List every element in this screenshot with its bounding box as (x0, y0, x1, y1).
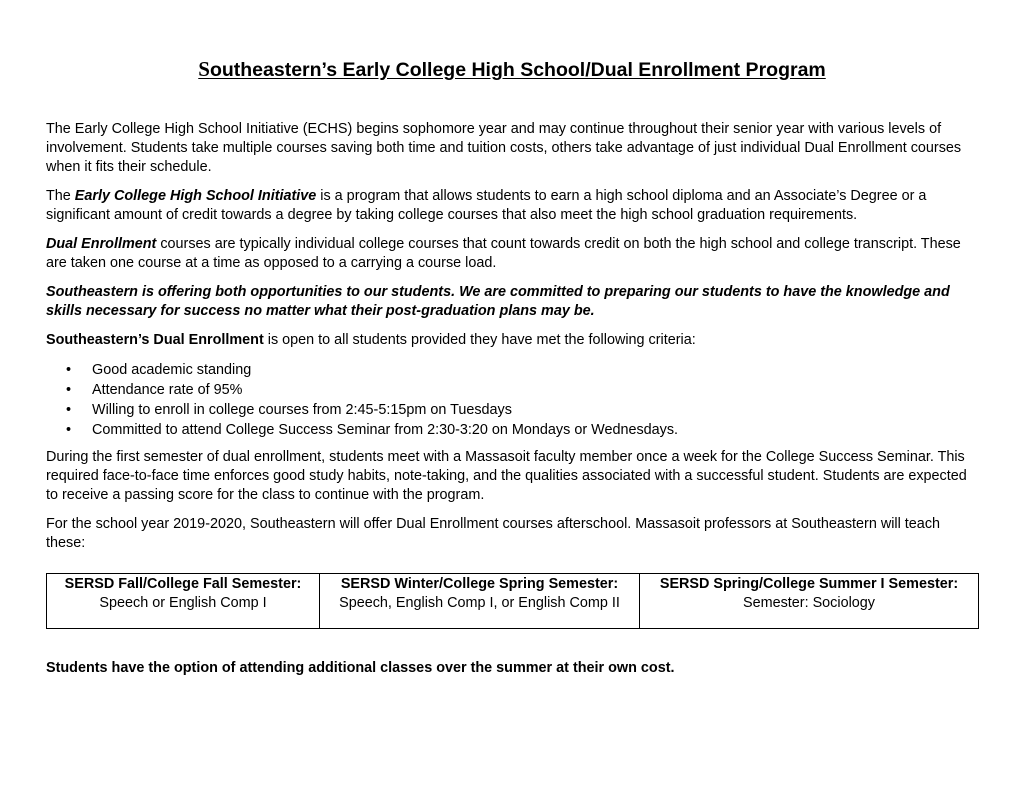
closing-note: Students have the option of attending additional classes over the summer at their own cost. (46, 660, 675, 676)
schedule-courses: Speech or English Comp I (99, 595, 267, 611)
criteria-intro-paragraph (46, 331, 978, 350)
criteria-item: • Good academic standing (92, 360, 978, 380)
criteria-intro-emphasis: Southeastern’s Dual Enrollment (46, 332, 264, 348)
dual-enrollment-rest: courses are typically individual college courses that count towards credit on both the high school and college transcript. These are taken one course at a time as opposed to a carrying a course load. (46, 236, 961, 271)
schedule-cell-spring (640, 574, 979, 629)
schedule-courses: Speech, English Comp I, or English Comp II (339, 595, 620, 611)
schedule-table (46, 573, 979, 629)
table-row (47, 574, 979, 629)
echs-emphasis: Early College High School Initiative (74, 188, 317, 204)
echs-paragraph (46, 187, 978, 225)
schedule-courses: Semester: Sociology (743, 595, 875, 611)
title-rest: outheastern’s Early College High School/Dual Enrollment Program (209, 59, 826, 81)
criteria-list (46, 360, 978, 440)
schedule-cell-fall (47, 574, 320, 629)
intro-paragraph: The Early College High School Initiative (ECHS) begins sophomore year and may continue throughout their senior year with various levels of involvement. Students take multiple courses saving both time and tuition costs, others take advantage of just individual Dual Enrollment courses when it fits their schedule. (46, 121, 962, 175)
page-title (0, 57, 1024, 82)
criteria-item: • Attendance rate of 95% (92, 380, 978, 400)
criteria-item: • Willing to enroll in college courses from 2:45-5:15pm on Tuesdays (92, 400, 978, 420)
echs-rest: is a program that allows students to earn a high school diploma and an Associate’s Degree or a significant amount of credit towards a degree by taking college courses that also meet the high school graduation requirements. (46, 188, 927, 223)
school-year-paragraph: For the school year 2019-2020, Southeastern will offer Dual Enrollment courses afterschool. Massasoit professors at Southeastern will teach these: (46, 516, 941, 551)
document-body (46, 120, 978, 563)
criteria-intro-rest: is open to all students provided they have met the following criteria: (263, 332, 696, 348)
dual-enrollment-paragraph (46, 235, 978, 273)
criteria-item: • Committed to attend College Success Seminar from 2:30-3:20 on Mondays or Wednesdays. (92, 420, 978, 440)
schedule-header: SERSD Winter/College Spring Semester: (340, 576, 619, 592)
seminar-paragraph: During the first semester of dual enrollment, students meet with a Massasoit faculty member once a week for the College Success Seminar. This required face-to-face time enforces good study habits, note-taking, and the qualities associated with a successful student. Students are expected to receive a passing score for the class to continue with the program. (46, 449, 967, 503)
opportunities-paragraph: Southeastern is offering both opportunities to our students. We are committed to preparing our students to have the knowledge and skills necessary for success no matter what their post-graduation plans may be. (46, 284, 950, 319)
title-first-letter: S (198, 57, 210, 81)
dual-enrollment-emphasis: Dual Enrollment (46, 236, 157, 252)
schedule-header: SERSD Fall/College Fall Semester: (64, 576, 302, 592)
schedule-header: SERSD Spring/College Summer I Semester: (659, 576, 959, 592)
schedule-cell-winter (320, 574, 640, 629)
echs-the: The (46, 188, 75, 204)
